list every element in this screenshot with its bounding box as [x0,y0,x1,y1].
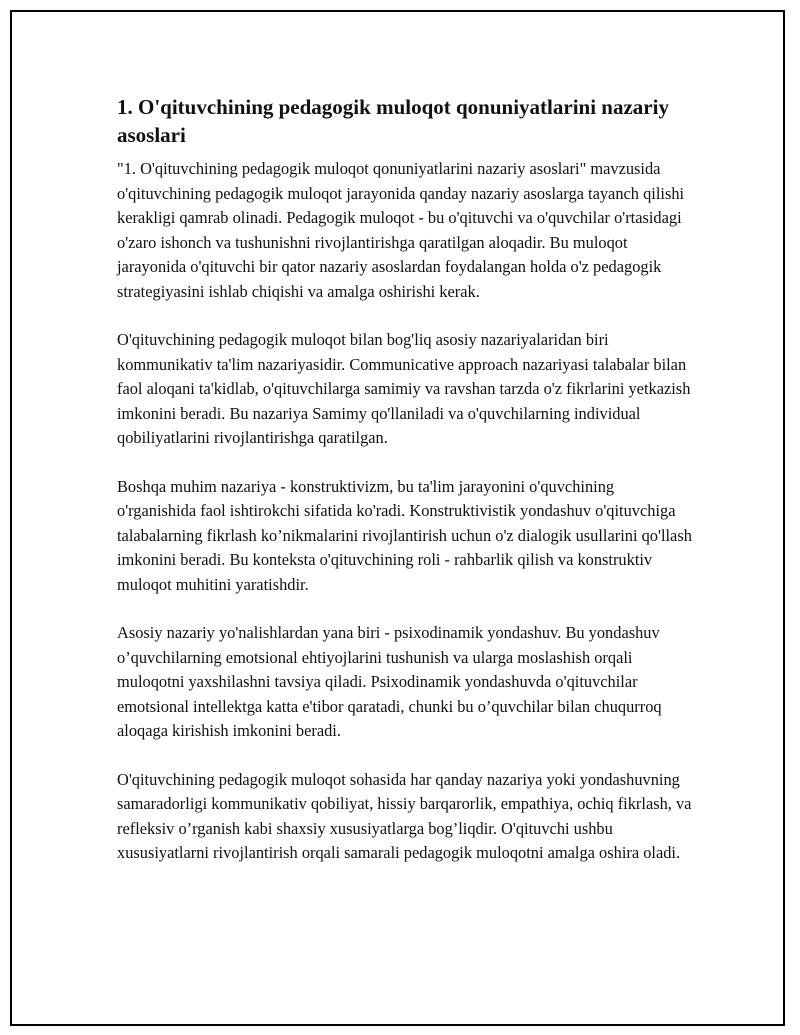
paragraph-4: Asosiy nazariy yo'nalishlardan yana biri - psixodinamik yondashuv. Bu yondashuv o’quvchilarning emotsional ehtiyojlarini tushunish va ularga moslashish orqali muloqotni yaxshilashni tavsiya qiladi. Psixodinamik yondashuvda o'qituvchilar emotsional intellektga katta e'tibor qaratadi, chunki bu o’quvchilar bilan chuqurroq aloqaga kirishish imkonini beradi. [117,623,662,740]
document-body [117,93,697,890]
paragraph-1: "1. O'qituvchining pedagogik muloqot qonuniyatlarini nazariy asoslari" mavzusida o'qituvchining pedagogik muloqot jarayonida qanday nazariy asoslarga tayanch qilishi kerakligi qamrab olinadi. Pedagogik muloqot - bu o'qituvchi va o'quvchilar o'rtasidagi o'zaro ishonch va tushunishni rivojlantirishga qaratilgan aloqadir. Bu muloqot jarayonida o'qituvchi bir qator nazariy asoslardan foydalangan holda o'z pedagogik strategiyasini ishlab chiqishi va amalga oshirishi kerak. [117,159,685,301]
paragraph-5: O'qituvchining pedagogik muloqot sohasida har qanday nazariya yoki yondashuvning samaradorligi kommunikativ qobiliyat, hissiy barqarorlik, empathiya, ochiq fikrlash, va refleksiv o’rganish kabi shaxsiy xususiyatlarga bog’liqdir. O'qituvchi ushbu xususiyatlarni rivojlantirish orqali samarali pedagogik muloqotni amalga oshira oladi. [117,769,692,862]
document-title: 1. O'qituvchining pedagogik muloqot qonuniyatlarini nazariy asoslari [117,95,669,147]
paragraph-3: Boshqa muhim nazariya - konstruktivizm, bu ta'lim jarayonini o'quvchining o'rganishida faol ishtirokchi sifatida ko'radi. Konstruktivistik yondashuv o'qituvchiga talabalarning fikrlash ko’nikmalarini rivojlantirish uchun o'z dialogik usullarini qo'llash imkonini beradi. Bu konteksta o'qituvchining roli - rahbarlik qilish va konstruktiv muloqot muhitini yaratishdir. [117,476,692,594]
paragraph-2: O'qituvchining pedagogik muloqot bilan bog'liq asosiy nazariyalaridan biri kommunikativ ta'lim nazariyasidir. Communicative approach nazariyasi talabalar bilan faol aloqani ta'kidlab, o'qituvchilarga samimiy va ravshan tarzda o'z fikrlarini yetkazish imkonini beradi. Bu nazariya Samimy qo'llaniladi va o'quvchilarning individual qobiliyatlarini rivojlantirishga qaratilgan. [117,330,691,447]
